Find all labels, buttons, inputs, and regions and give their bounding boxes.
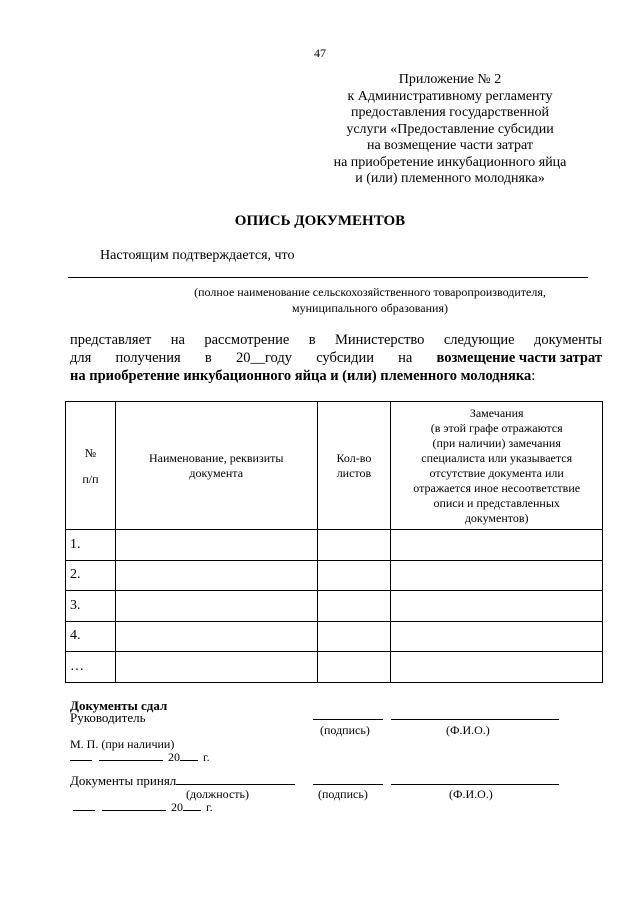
- year-prefix: 20: [168, 750, 180, 764]
- row-number: 3.: [66, 591, 116, 622]
- documents-table: [65, 401, 603, 683]
- fio-line-2[interactable]: [391, 784, 559, 785]
- accepted-label: Документы принял: [70, 773, 177, 788]
- fio-caption: (Ф.И.О.): [446, 723, 490, 737]
- name-caption: [150, 284, 590, 316]
- year-blank[interactable]: [183, 799, 201, 811]
- header-name: [115, 402, 317, 530]
- date-line-1[interactable]: [70, 749, 210, 765]
- name-caption-line: муниципального образования): [292, 301, 448, 315]
- signature-caption-2: (подпись): [318, 787, 368, 801]
- signature-line[interactable]: [313, 719, 383, 720]
- appendix-header: [300, 72, 600, 188]
- word: представляет: [70, 332, 152, 348]
- fio-line[interactable]: [391, 719, 559, 720]
- header-remarks-text: отсутствие документа или: [429, 465, 564, 480]
- table-row: [66, 621, 603, 652]
- table-row: [66, 652, 603, 683]
- word: в: [308, 332, 316, 348]
- row-name-cell[interactable]: [115, 591, 317, 622]
- word: на: [398, 350, 413, 366]
- word: для: [70, 350, 92, 366]
- row-remarks-cell[interactable]: [391, 530, 603, 561]
- header-count-text: листов: [336, 465, 372, 480]
- submitted-label: Документы сдал: [70, 698, 168, 713]
- appendix-line: на возмещение части затрат: [366, 138, 534, 153]
- row-number: 4.: [66, 621, 116, 652]
- year-blank[interactable]: [180, 749, 198, 761]
- word: 20__году: [235, 350, 292, 366]
- date-line-2[interactable]: [73, 799, 213, 815]
- name-caption-line: (полное наименование сельскохозяйственного товаропроизводителя,: [194, 285, 546, 299]
- table-row: [66, 591, 603, 622]
- appendix-line: предоставления государственной: [350, 105, 550, 120]
- row-remarks-cell[interactable]: [391, 652, 603, 683]
- document-title: ОПИСЬ ДОКУМЕНТОВ: [234, 213, 406, 229]
- header-count-text: Кол-во: [336, 450, 372, 465]
- header-remarks: [391, 402, 603, 530]
- header-number: [66, 402, 116, 530]
- row-name-cell[interactable]: [115, 621, 317, 652]
- appendix-line: Приложение № 2: [398, 72, 502, 87]
- word: на: [170, 332, 185, 348]
- month-blank[interactable]: [99, 749, 163, 761]
- signature-caption: (подпись): [320, 723, 370, 737]
- row-name-cell[interactable]: [115, 652, 317, 683]
- paragraph-line-1: [70, 331, 602, 349]
- appendix-line: к Административному регламенту: [347, 88, 553, 104]
- header-number-text: №: [84, 445, 97, 460]
- header-remarks-text: специалиста или указывается: [421, 450, 573, 465]
- header-remarks-text: (при наличии) замечания: [432, 435, 561, 450]
- row-remarks-cell[interactable]: [391, 560, 603, 591]
- fio-caption-2: (Ф.И.О.): [449, 787, 493, 801]
- row-count-cell[interactable]: [317, 560, 391, 591]
- year-suffix: г.: [206, 800, 213, 814]
- word: следующие: [443, 332, 515, 348]
- intro-paragraph: [70, 331, 602, 385]
- stamp-label: М. П. (при наличии): [70, 737, 175, 751]
- row-number: …: [66, 652, 116, 683]
- header-remarks-text: описи и представленных: [433, 495, 560, 510]
- bold-phrase: на приобретение инкубационного яйца и (или) племенного молодняка: [70, 368, 532, 384]
- position-line[interactable]: [176, 784, 295, 785]
- month-blank[interactable]: [102, 799, 166, 811]
- row-remarks-cell[interactable]: [391, 591, 603, 622]
- confirm-text: Настоящим подтверждается, что: [100, 248, 295, 263]
- header-name-text: документа: [189, 465, 244, 480]
- word: Министерство: [335, 332, 425, 348]
- header-name-text: Наименование, реквизиты: [148, 450, 284, 465]
- header-number-text: п/п: [82, 471, 99, 486]
- day-blank[interactable]: [70, 749, 92, 761]
- paragraph-line-2: [70, 349, 602, 367]
- row-remarks-cell[interactable]: [391, 621, 603, 652]
- word: рассмотрение: [204, 332, 290, 348]
- position-caption: (должность): [186, 787, 249, 801]
- appendix-line: и (или) племенного молодняка»: [355, 171, 545, 186]
- header-remarks-text: документов): [464, 510, 529, 525]
- header-remarks-text: (в этой графе отражаются: [430, 420, 563, 435]
- header-remarks-text: Замечания: [469, 405, 524, 420]
- word: субсидии: [316, 350, 374, 366]
- appendix-line: услуги «Предоставление субсидии: [346, 121, 554, 137]
- appendix-line: на приобретение инкубационного яйца: [333, 154, 567, 170]
- row-number: 2.: [66, 560, 116, 591]
- bold-phrase: возмещение части затрат: [436, 350, 602, 366]
- row-count-cell[interactable]: [317, 621, 391, 652]
- day-blank[interactable]: [73, 799, 95, 811]
- row-name-cell[interactable]: [115, 530, 317, 561]
- year-prefix: 20: [171, 800, 183, 814]
- header-remarks-text: отражается иное несоответствие: [413, 480, 581, 495]
- head-label: Руководитель: [70, 710, 146, 725]
- row-count-cell[interactable]: [317, 591, 391, 622]
- paragraph-line-3: [70, 367, 602, 385]
- header-count: [317, 402, 391, 530]
- year-suffix: г.: [203, 750, 210, 764]
- row-count-cell[interactable]: [317, 530, 391, 561]
- row-name-cell[interactable]: [115, 560, 317, 591]
- table-row: [66, 560, 603, 591]
- table-row: [66, 530, 603, 561]
- word: в: [204, 350, 212, 366]
- row-number: 1.: [66, 530, 116, 561]
- row-count-cell[interactable]: [317, 652, 391, 683]
- word: документы: [533, 332, 602, 348]
- signature-line-2[interactable]: [313, 784, 383, 785]
- colon: :: [531, 368, 536, 384]
- table-header-row: [66, 402, 603, 530]
- name-field-line[interactable]: [68, 277, 588, 278]
- page-number: 47: [314, 46, 326, 60]
- word: получения: [115, 350, 181, 366]
